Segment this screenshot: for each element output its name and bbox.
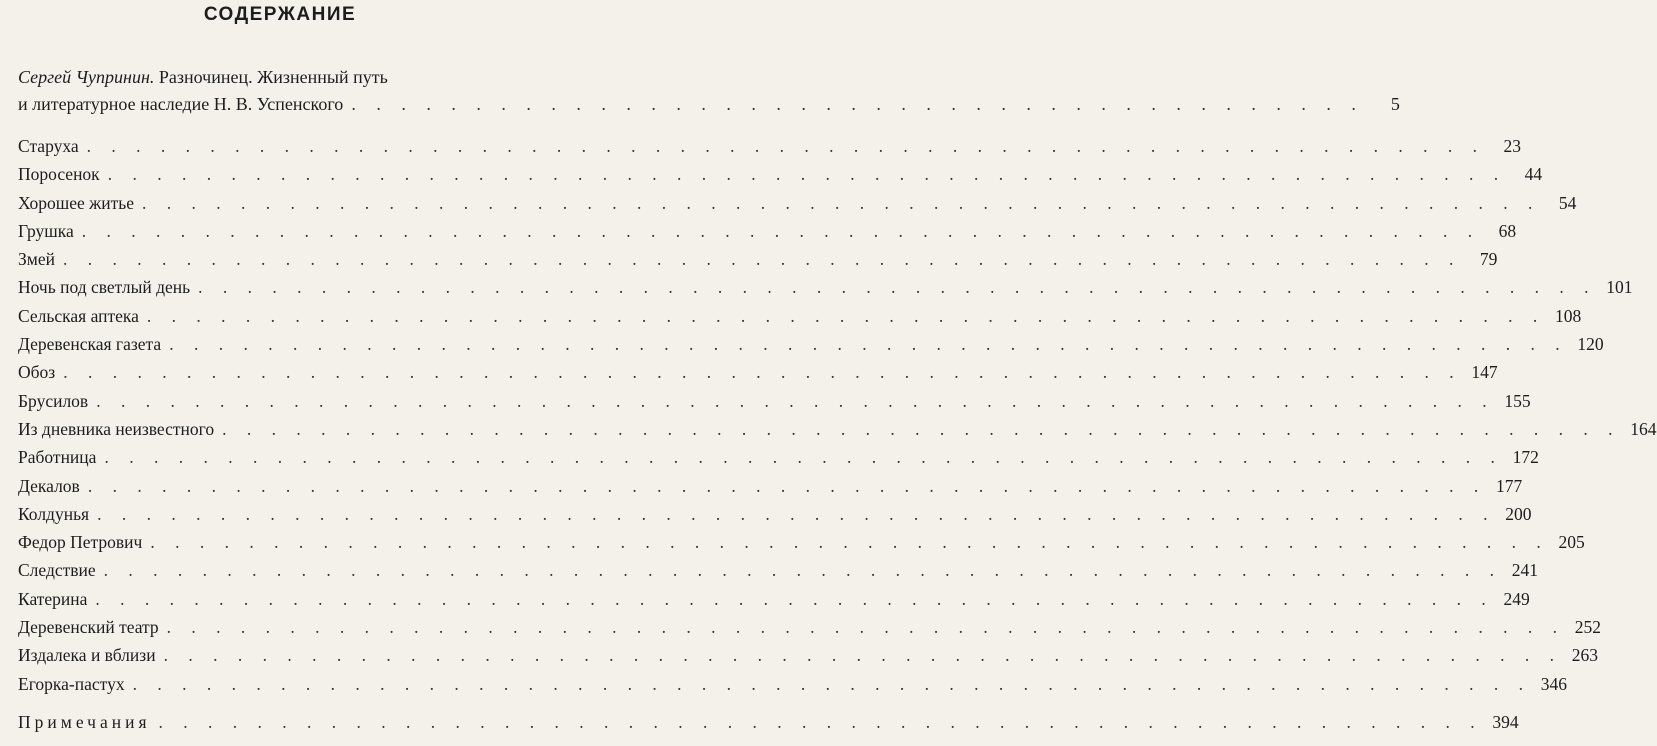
toc-entry (18, 475, 1523, 504)
entry-page-number: 241 (1511, 560, 1539, 581)
entry-title: Грушка (18, 220, 74, 241)
page-title: СОДЕРЖАНИЕ (203, 4, 357, 25)
entry-title: Сельская аптека (18, 305, 139, 326)
entry-title: Брусилов (18, 390, 89, 411)
entry-page-number: 44 (1524, 164, 1543, 185)
entry-page-number: 346 (1540, 673, 1567, 694)
dot-leader: . . . . . . . . . . . . . . . . . . . . . . . . . . . . . . . . . . . . . . . . . . . . . . . . . . . . . . . . . (87, 475, 1487, 496)
dot-leader: . . . . . . . . . . . . . . . . . . . . . . . . . . . . . . . . . . . . . . . . . . . . . . . . . . . . . . . . . (166, 617, 1566, 638)
intro-entry (18, 64, 1400, 118)
intro-title-part-2: и литературное наследие Н. В. Успенского (18, 94, 344, 114)
entry-title: Катерина (18, 588, 88, 609)
dot-leader: . . . . . . . . . . . . . . . . . . . . . . . . . . . . . . . . . . . . . . . . . . . . . . . . . . . . . . . . . (63, 362, 1462, 383)
toc-entry (18, 362, 1498, 390)
dot-leader: . . . . . . . . . . . . . . . . . . . . . . . . . . . . . . . . . . . . . . . . . . . . . . . . . . . . . . (158, 712, 1483, 732)
entry-page-number: 120 (1577, 334, 1604, 355)
entry-page-number: 249 (1503, 588, 1530, 609)
entry-page-number: 205 (1558, 532, 1585, 553)
toc-entry (18, 560, 1539, 588)
entry-page-number: 394 (1492, 712, 1519, 732)
toc-entry (18, 673, 1567, 702)
dot-leader: . . . . . . . . . . . . . . . . . . . . . . . . . . . . . . . . . . . . . . . . . . . . . . . . . . . . . . . . . (107, 164, 1507, 185)
intro-title-part-1: Разночинец. Жизненный путь (158, 67, 388, 87)
toc-entry (18, 532, 1585, 560)
toc-entry (18, 418, 1657, 447)
entry-page-number: 54 (1558, 192, 1577, 213)
entry-title: Обоз (18, 362, 56, 383)
entry-title: Старуха (18, 136, 79, 156)
toc-entry (18, 447, 1539, 475)
toc-entry (18, 164, 1543, 192)
toc-entry (18, 249, 1498, 277)
entry-title: Следствие (18, 560, 96, 581)
entry-title: Ночь под светлый день (18, 277, 191, 298)
dot-leader: . . . . . . . . . . . . . . . . . . . . . . . . . . . . . . . . . . . . . . . . . (351, 94, 1364, 114)
entry-title: Издалека и вблизи (18, 645, 156, 666)
dot-leader: . . . . . . . . . . . . . . . . . . . . . . . . . . . . . . . . . . . . . . . . . . . . . . . . . . . . . . . . . (150, 532, 1549, 553)
intro-line-2 (18, 91, 1400, 118)
dot-leader: . . . . . . . . . . . . . . . . . . . . . . . . . . . . . . . . . . . . . . . . . . . . . . . . . . . . . . . . . (146, 305, 1546, 326)
dot-leader: . . . . . . . . . . . . . . . . . . . . . . . . . . . . . . . . . . . . . . . . . . . . . . . . . . . . . . . . . (81, 220, 1481, 241)
dot-leader: . . . . . . . . . . . . . . . . . . . . . . . . . . . . . . . . . . . . . . . . . . . . . . . . . . . . . . . . . (132, 673, 1531, 694)
entry-title: Поросенок (18, 164, 100, 185)
dot-leader: . . . . . . . . . . . . . . . . . . . . . . . . . . . . . . . . . . . . . . . . . . . . . . . . . . . . . . . . . (169, 334, 1568, 355)
entry-title: Хорошее житье (18, 192, 135, 213)
dot-leader: . . . . . . . . . . . . . . . . . . . . . . . . . . . . . . . . . . . . . . . . . . . . . . . . . . . . . . . . . (198, 277, 1597, 298)
notes-entry (18, 712, 1519, 740)
dot-leader: . . . . . . . . . . . . . . . . . . . . . . . . . . . . . . . . . . . . . . . . . . . . . . . . . . . . . . . . . (62, 249, 1462, 270)
entry-page-number: 263 (1571, 645, 1598, 666)
entry-page-number: 155 (1504, 390, 1531, 411)
entry-title: Примечания (18, 712, 151, 732)
dot-leader: . . . . . . . . . . . . . . . . . . . . . . . . . . . . . . . . . . . . . . . . . . . . . . . . . . . . . . . . . (104, 447, 1503, 468)
entry-page-number: 164 (1630, 418, 1657, 439)
dot-leader: . . . . . . . . . . . . . . . . . . . . . . . . . . . . . . . . . . . . . . . . . . . . . . . . . . . . . . . . . (163, 645, 1562, 666)
dot-leader: . . . . . . . . . . . . . . . . . . . . . . . . . . . . . . . . . . . . . . . . . . . . . . . . . . . . . . . . . (222, 418, 1621, 439)
entry-title: Работница (18, 447, 97, 468)
entry-page-number: 68 (1498, 220, 1517, 241)
entry-page-number: 147 (1471, 362, 1498, 383)
toc-entry (18, 277, 1633, 305)
toc-entry (18, 503, 1532, 532)
entry-title: Змей (18, 249, 55, 270)
entry-title: Декалов (18, 475, 80, 496)
intro-page-number: 5 (1390, 94, 1400, 114)
entry-page-number: 101 (1606, 277, 1633, 298)
entry-title: Егорка-пастух (18, 673, 125, 694)
toc-entry (18, 645, 1598, 673)
toc-list (18, 136, 1657, 702)
toc-entry (18, 192, 1577, 221)
intro-line-1 (18, 64, 552, 91)
dot-leader: . . . . . . . . . . . . . . . . . . . . . . . . . . . . . . . . . . . . . . . . . . . . . . . . . . . . . . . . . (97, 503, 1496, 524)
dot-leader: . . . . . . . . . . . . . . . . . . . . . . . . . . . . . . . . . . . . . . . . . . . . . . . . . . . . . . . . . (96, 390, 1495, 411)
entry-page-number: 108 (1555, 305, 1582, 326)
entry-title: Деревенская газета (18, 334, 162, 355)
entry-title: Деревенский театр (18, 617, 159, 638)
dot-leader: . . . . . . . . . . . . . . . . . . . . . . . . . . . . . . . . . . . . . . . . . . . . . . . . . . . . . . . . . (142, 192, 1541, 213)
dot-leader: . . . . . . . . . . . . . . . . . . . . . . . . . . . . . . . . . . . . . . . . . . . . . . . . . . . . . . . . . (103, 560, 1503, 581)
entry-page-number: 252 (1574, 617, 1602, 638)
entry-title: Федор Петрович (18, 532, 143, 553)
entry-page-number: 23 (1503, 136, 1522, 156)
intro-author: Сергей Чупринин. (18, 67, 155, 87)
dot-leader: . . . . . . . . . . . . . . . . . . . . . . . . . . . . . . . . . . . . . . . . . . . . . . . . . . . . . . . . . (86, 136, 1486, 156)
entry-title: Колдунья (18, 503, 90, 524)
entry-page-number: 177 (1495, 475, 1523, 496)
entry-page-number: 200 (1505, 503, 1532, 524)
toc-entry (18, 334, 1604, 362)
toc-entry (18, 390, 1531, 419)
toc-entry (18, 305, 1582, 334)
toc-entry (18, 617, 1602, 645)
toc-entry (18, 588, 1530, 617)
toc-entry (18, 136, 1522, 164)
entry-page-number: 79 (1479, 249, 1498, 270)
entry-page-number: 172 (1512, 447, 1539, 468)
dot-leader: . . . . . . . . . . . . . . . . . . . . . . . . . . . . . . . . . . . . . . . . . . . . . . . . . . . . . . . . . (95, 588, 1494, 609)
toc-entry (18, 220, 1517, 249)
entry-title: Из дневника неизвестного (18, 418, 215, 439)
